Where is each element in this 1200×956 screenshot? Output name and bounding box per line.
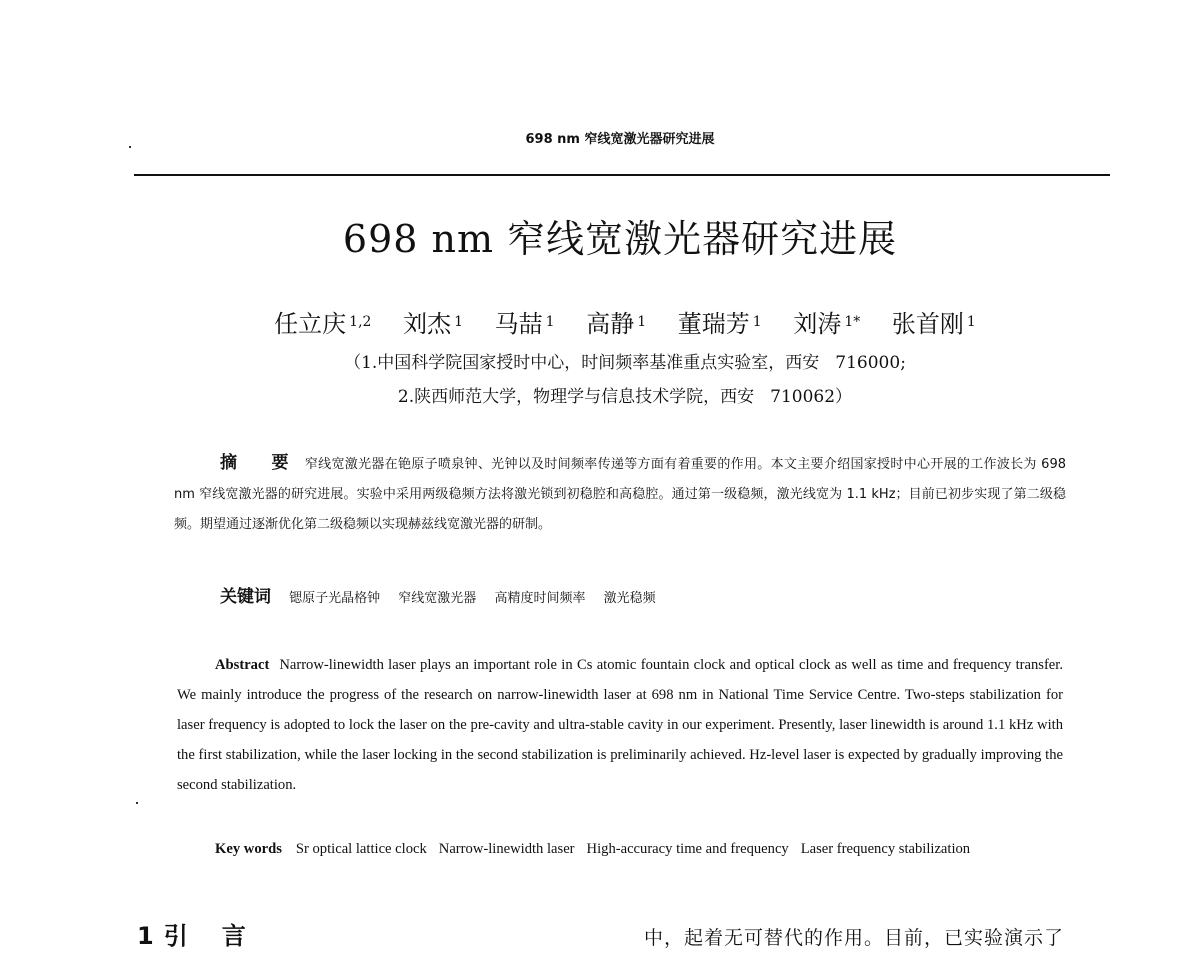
keyword: 高精度时间频率 bbox=[494, 591, 586, 606]
scan-speck bbox=[136, 802, 138, 804]
english-abstract-label: Abstract bbox=[215, 657, 270, 673]
affiliation-line-1: （1.中国科学院国家授时中心，时间频率基准重点实验室，西安 716000; bbox=[344, 353, 906, 373]
chinese-keywords-label: 关键词 bbox=[220, 587, 271, 607]
chinese-abstract-label: 摘 要 bbox=[220, 453, 303, 473]
author-list bbox=[0, 308, 1200, 340]
keyword: Narrow-linewidth laser bbox=[438, 841, 575, 857]
keyword: Sr optical lattice clock bbox=[295, 841, 427, 857]
section-title: 引言 bbox=[163, 922, 280, 950]
author: 刘涛 $^{1*}$ bbox=[793, 310, 861, 338]
keyword: Laser frequency stabilization bbox=[800, 841, 971, 857]
author: 张首刚 $^1$ bbox=[891, 310, 976, 338]
scan-speck bbox=[129, 146, 131, 148]
author: 高静 $^1$ bbox=[586, 310, 647, 338]
author: 刘杰 $^1$ bbox=[403, 310, 463, 338]
keyword: High-accuracy time and frequency bbox=[586, 841, 789, 857]
section-heading bbox=[137, 916, 280, 956]
keyword: 激光稳频 bbox=[603, 591, 656, 606]
header-rule bbox=[134, 174, 1110, 176]
english-abstract bbox=[177, 650, 1063, 800]
running-head: 698 nm 窄线宽激光器研究进展 bbox=[525, 132, 715, 147]
chinese-abstract bbox=[174, 448, 1066, 540]
author: 董瑞芳 $^1$ bbox=[677, 310, 762, 338]
author: 任立庆 $^{1,2}$ bbox=[274, 310, 372, 338]
affiliation-line-2: 2.陕西师范大学，物理学与信息技术学院，西安 710062） bbox=[397, 387, 853, 407]
author: 马喆 $^1$ bbox=[494, 310, 555, 338]
keyword: 锶原子光晶格钟 bbox=[289, 591, 381, 606]
english-keywords-label: Key words bbox=[215, 841, 282, 857]
keyword: 窄线宽激光器 bbox=[398, 591, 477, 606]
english-keywords bbox=[177, 834, 1063, 864]
chinese-keywords bbox=[220, 584, 1080, 612]
body-text-fragment: 中，起着无可替代的作用。目前，已实验演示了 bbox=[644, 927, 1065, 949]
english-abstract-text: Narrow-linewidth laser plays an important role in Cs atomic fountain clock and optical clock as well as time and frequency transfer. We mainly introduce the progress of the research on narrow-linewidth laser at 698 nm in National Time Service Centre. Two-steps stabilization for laser frequency is adopted to lock the laser on the pre-cavity and ultra-stable cavity in our experiment. Presently, laser linewidth is around 1.1 kHz with the first stabilization, while the laser locking in the second stabilization is preliminarily achieved. Hz-level laser is expected by gradually improving the second stabilization. bbox=[177, 657, 1063, 793]
paper-title: 698 nm 窄线宽激光器研究进展 bbox=[342, 217, 898, 261]
section-number: 1 bbox=[137, 922, 154, 950]
chinese-abstract-text: 窄线宽激光器在铯原子喷泉钟、光钟以及时间频率传递等方面有着重要的作用。本文主要介绍国家授时中心开展的工作波长为 698 nm 窄线宽激光器的研究进展。实验中采用两级稳频方法将激光锁到初稳腔和高稳腔。通过第一级稳频，激光线宽为 1.1 kHz；目前已初步实现了第二级稳频。期望通过逐渐优化第二级稳频以实现赫兹线宽激光器的研制。 bbox=[174, 457, 1066, 532]
